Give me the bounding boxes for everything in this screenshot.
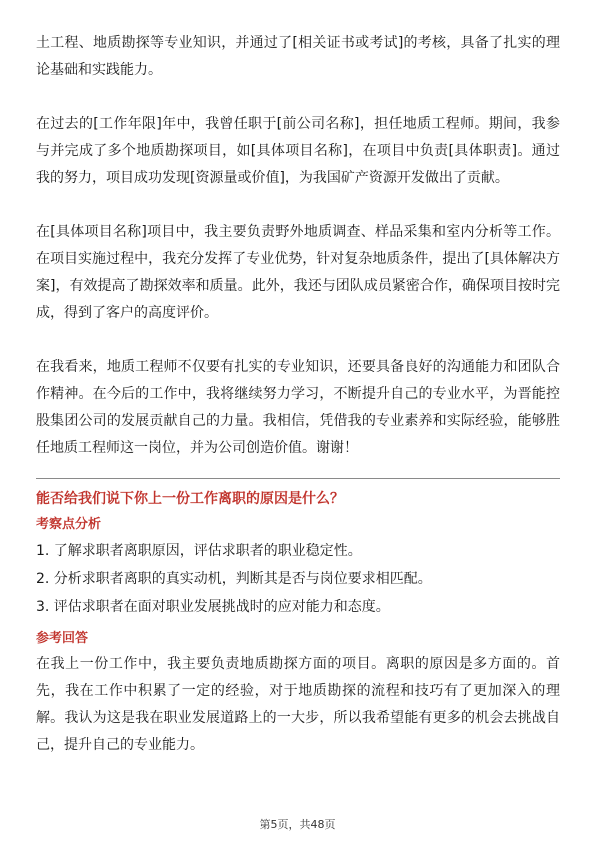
paragraph-intro: 土工程、地质勘探等专业知识，并通过了[相关证书或考试]的考核，具备了扎实的理论基础和实践能力。 [36,35,560,78]
paragraph-project: 在[具体项目名称]项目中，我主要负责野外地质调查、样品采集和室内分析等工作。在项目实施过程中，我充分发挥了专业优势，针对复杂地质条件，提出了[具体解决方案]，有效提高了勘探效率和质量。此外，我还与团队成员紧密合作，确保项目按时完成，得到了客户的高度评价。 [36,224,560,321]
list-item: 3. 评估求职者在面对职业发展挑战时的应对能力和态度。 [36,599,390,615]
analysis-list [36,537,560,621]
reference-answer: 在我上一份工作中，我主要负责地质勘探方面的项目。离职的原因是多方面的。首先，我在工作中积累了一定的经验，对于地质勘探的流程和技巧有了更加深入的理解。我认为这是我在职业发展道路上的一大步，所以我希望能有更多的机会去挑战自己，提升自己的专业能力。 [36,656,560,753]
analysis-heading: 考察点分析 [36,517,102,532]
list-item: 1. 了解求职者离职原因，评估求职者的职业稳定性。 [36,543,362,559]
document-body [36,30,560,759]
list-item: 2. 分析求职者离职的真实动机，判断其是否与岗位要求相匹配。 [36,571,432,587]
reference-heading: 参考回答 [36,631,89,646]
section-divider [36,478,560,479]
interview-question: 能否给我们说下你上一份工作离职的原因是什么？ [36,491,344,507]
paragraph-closing: 在我看来，地质工程师不仅要有扎实的专业知识，还要具备良好的沟通能力和团队合作精神。在今后的工作中，我将继续努力学习，不断提升自己的专业水平，为晋能控股集团公司的发展贡献自己的力量。我相信，凭借我的专业素养和实际经验，能够胜任地质工程师这一岗位，并为公司创造价值。谢谢！ [36,359,560,456]
paragraph-experience: 在过去的[工作年限]年中，我曾任职于[前公司名称]，担任地质工程师。期间，我参与并完成了多个地质勘探项目，如[具体项目名称]，在项目中负责[具体职责]。通过我的努力，项目成功发现[资源量或价值]，为我国矿产资源开发做出了贡献。 [36,116,560,186]
page-number: 第5页，共48页 [259,818,336,831]
